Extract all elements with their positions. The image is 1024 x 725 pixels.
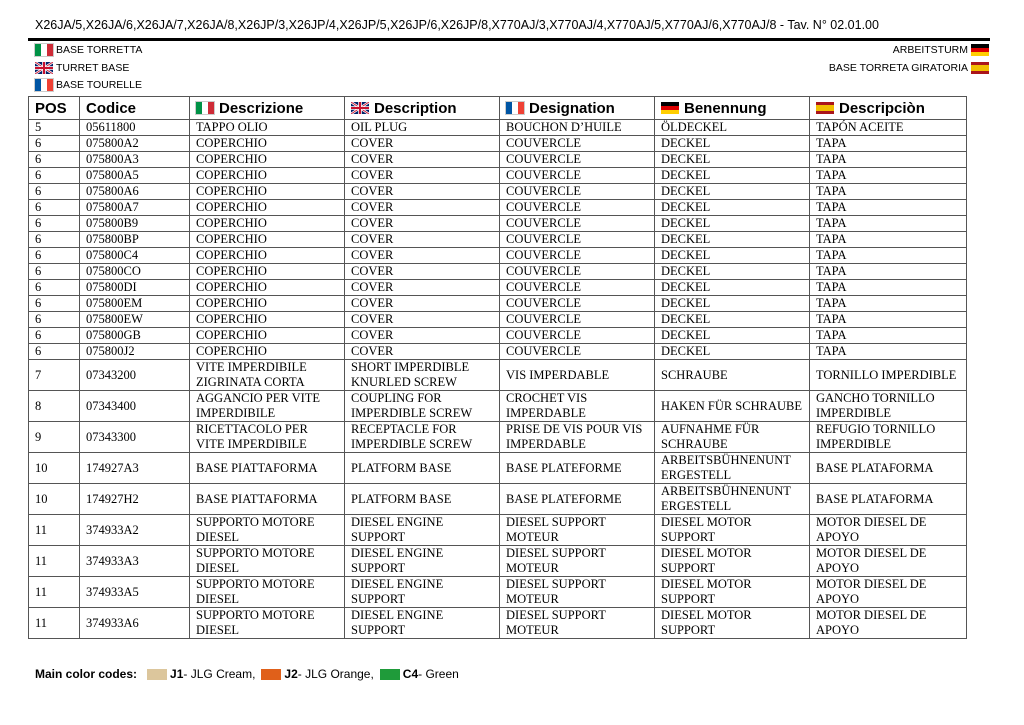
legend-item-j1	[147, 667, 255, 681]
cell-en: COVER	[345, 232, 500, 248]
section-name-fr	[35, 79, 142, 91]
cell-es: TAPA	[810, 184, 967, 200]
cell-it: COPERCHIO	[190, 344, 345, 360]
cell-es: TAPA	[810, 200, 967, 216]
color-swatch	[147, 669, 167, 680]
header-it-label: Descrizione	[219, 99, 304, 117]
cell-en: RECEPTACLE FOR IMPERDIBLE SCREW	[345, 422, 500, 453]
cell-en: DIESEL ENGINE SUPPORT	[345, 608, 500, 639]
cell-it: COPERCHIO	[190, 312, 345, 328]
cell-de: DECKEL	[655, 216, 810, 232]
cell-fr: COUVERCLE	[500, 296, 655, 312]
cell-es: BASE PLATAFORMA	[810, 484, 967, 515]
title-divider	[28, 38, 990, 41]
germany-flag-icon	[971, 44, 989, 56]
cell-it: BASE PIATTAFORMA	[190, 453, 345, 484]
cell-en: COVER	[345, 280, 500, 296]
cell-pos: 6	[29, 264, 80, 280]
cell-fr: COUVERCLE	[500, 312, 655, 328]
cell-code: 075800A2	[80, 136, 190, 152]
cell-en: COVER	[345, 184, 500, 200]
section-name-it-text: BASE TORRETTA	[56, 44, 143, 56]
cell-code: 075800BP	[80, 232, 190, 248]
cell-it: COPERCHIO	[190, 200, 345, 216]
table-row	[29, 152, 967, 168]
table-row	[29, 168, 967, 184]
cell-it: COPERCHIO	[190, 280, 345, 296]
cell-it: BASE PIATTAFORMA	[190, 484, 345, 515]
cell-de: DIESEL MOTOR SUPPORT	[655, 546, 810, 577]
cell-code: 07343200	[80, 360, 190, 391]
cell-it: COPERCHIO	[190, 328, 345, 344]
cell-es: TAPA	[810, 312, 967, 328]
cell-es: TAPA	[810, 136, 967, 152]
cell-it: SUPPORTO MOTORE DIESEL	[190, 577, 345, 608]
legend-code: J1	[170, 667, 184, 681]
legend-name: - JLG Cream,	[183, 667, 256, 681]
uk-flag-icon	[351, 102, 369, 114]
cell-code: 075800EW	[80, 312, 190, 328]
table-row	[29, 312, 967, 328]
header-en	[345, 97, 500, 120]
cell-it: SUPPORTO MOTORE DIESEL	[190, 608, 345, 639]
cell-fr: COUVERCLE	[500, 328, 655, 344]
cell-it: COPERCHIO	[190, 152, 345, 168]
header-it	[190, 97, 345, 120]
cell-code: 075800A3	[80, 152, 190, 168]
color-swatch	[380, 669, 400, 680]
cell-en: COVER	[345, 216, 500, 232]
cell-code: 374933A5	[80, 577, 190, 608]
cell-code: 174927H2	[80, 484, 190, 515]
cell-code: 07343300	[80, 422, 190, 453]
header-fr-label: Designation	[529, 99, 615, 117]
table-row	[29, 484, 967, 515]
color-swatch	[261, 669, 281, 680]
cell-it: AGGANCIO PER VITE IMPERDIBILE	[190, 391, 345, 422]
cell-fr: COUVERCLE	[500, 248, 655, 264]
cell-de: ARBEITSBÜHNENUNT ERGESTELL	[655, 484, 810, 515]
cell-es: MOTOR DIESEL DE APOYO	[810, 515, 967, 546]
italy-flag-icon	[35, 44, 53, 56]
cell-pos: 11	[29, 515, 80, 546]
section-name-en	[35, 62, 129, 74]
table-row	[29, 515, 967, 546]
section-name-it	[35, 44, 142, 56]
cell-fr: DIESEL SUPPORT MOTEUR	[500, 577, 655, 608]
cell-it: COPERCHIO	[190, 296, 345, 312]
cell-es: TAPA	[810, 264, 967, 280]
cell-de: HAKEN FÜR SCHRAUBE	[655, 391, 810, 422]
table-row	[29, 608, 967, 639]
cell-en: COVER	[345, 248, 500, 264]
cell-fr: BOUCHON D’HUILE	[500, 120, 655, 136]
cell-pos: 10	[29, 453, 80, 484]
cell-code: 075800CO	[80, 264, 190, 280]
section-name-es	[829, 62, 989, 74]
cell-en: DIESEL ENGINE SUPPORT	[345, 577, 500, 608]
cell-pos: 6	[29, 296, 80, 312]
cell-fr: BASE PLATEFORME	[500, 453, 655, 484]
cell-es: MOTOR DIESEL DE APOYO	[810, 577, 967, 608]
cell-fr: COUVERCLE	[500, 152, 655, 168]
cell-en: PLATFORM BASE	[345, 484, 500, 515]
cell-fr: COUVERCLE	[500, 216, 655, 232]
cell-fr: VIS IMPERDABLE	[500, 360, 655, 391]
spain-flag-icon	[816, 102, 834, 114]
cell-code: 075800GB	[80, 328, 190, 344]
cell-en: SHORT IMPERDIBLE KNURLED SCREW	[345, 360, 500, 391]
cell-en: DIESEL ENGINE SUPPORT	[345, 546, 500, 577]
cell-pos: 11	[29, 577, 80, 608]
section-name-fr-text: BASE TOURELLE	[56, 79, 142, 91]
cell-pos: 6	[29, 152, 80, 168]
cell-de: DECKEL	[655, 232, 810, 248]
cell-code: 374933A2	[80, 515, 190, 546]
cell-en: DIESEL ENGINE SUPPORT	[345, 515, 500, 546]
legend-code: J2	[284, 667, 298, 681]
cell-it: COPERCHIO	[190, 184, 345, 200]
header-de-label: Benennung	[684, 99, 767, 117]
cell-it: COPERCHIO	[190, 248, 345, 264]
cell-es: MOTOR DIESEL DE APOYO	[810, 546, 967, 577]
cell-it: RICETTACOLO PER VITE IMPERDIBILE	[190, 422, 345, 453]
section-name-es-text: BASE TORRETA GIRATORIA	[828, 62, 968, 74]
cell-de: DIESEL MOTOR SUPPORT	[655, 608, 810, 639]
legend-name: - JLG Orange,	[297, 667, 374, 681]
cell-en: OIL PLUG	[345, 120, 500, 136]
table-row	[29, 422, 967, 453]
cell-en: COVER	[345, 312, 500, 328]
cell-code: 075800EM	[80, 296, 190, 312]
cell-pos: 6	[29, 248, 80, 264]
cell-code: 075800A5	[80, 168, 190, 184]
cell-pos: 6	[29, 312, 80, 328]
cell-pos: 7	[29, 360, 80, 391]
table-row	[29, 248, 967, 264]
cell-fr: COUVERCLE	[500, 136, 655, 152]
cell-pos: 6	[29, 344, 80, 360]
legend-name: - Green	[418, 667, 459, 681]
cell-es: TAPA	[810, 232, 967, 248]
cell-en: COVER	[345, 328, 500, 344]
cell-es: TAPÓN ACEITE	[810, 120, 967, 136]
header-es	[810, 97, 967, 120]
cell-en: COVER	[345, 168, 500, 184]
cell-pos: 9	[29, 422, 80, 453]
legend-code: C4	[402, 667, 419, 681]
legend-item-c4	[380, 667, 459, 681]
cell-de: ARBEITSBÜHNENUNT ERGESTELL	[655, 453, 810, 484]
cell-de: DECKEL	[655, 184, 810, 200]
header-en-label: Description	[374, 99, 457, 117]
header-pos: POS	[29, 97, 80, 120]
cell-es: TORNILLO IMPERDIBLE	[810, 360, 967, 391]
table-row	[29, 120, 967, 136]
table-row	[29, 136, 967, 152]
cell-it: COPERCHIO	[190, 232, 345, 248]
cell-en: COVER	[345, 136, 500, 152]
italy-flag-icon	[196, 102, 214, 114]
cell-code: 07343400	[80, 391, 190, 422]
cell-en: COUPLING FOR IMPERDIBLE SCREW	[345, 391, 500, 422]
table-row	[29, 232, 967, 248]
table-row	[29, 453, 967, 484]
table-row	[29, 216, 967, 232]
header-es-label: Descripciòn	[839, 99, 925, 117]
header-code: Codice	[80, 97, 190, 120]
table-row	[29, 184, 967, 200]
parts-table	[28, 96, 967, 639]
cell-de: DECKEL	[655, 248, 810, 264]
table-row	[29, 200, 967, 216]
cell-de: DECKEL	[655, 264, 810, 280]
cell-code: 075800DI	[80, 280, 190, 296]
cell-es: TAPA	[810, 280, 967, 296]
cell-es: REFUGIO TORNILLO IMPERDIBLE	[810, 422, 967, 453]
cell-fr: CROCHET VIS IMPERDABLE	[500, 391, 655, 422]
cell-es: MOTOR DIESEL DE APOYO	[810, 608, 967, 639]
cell-code: 075800B9	[80, 216, 190, 232]
cell-code: 075800J2	[80, 344, 190, 360]
cell-de: DECKEL	[655, 200, 810, 216]
document-title: X26JA/5,X26JA/6,X26JA/7,X26JA/8,X26JP/3,X26JP/4,X26JP/5,X26JP/6,X26JP/8,X770AJ/3,X770AJ/4,X770AJ/5,X770AJ/6,X770AJ/8 - Tav. N° 02.01.00	[35, 18, 879, 32]
cell-fr: COUVERCLE	[500, 280, 655, 296]
cell-en: COVER	[345, 296, 500, 312]
cell-es: TAPA	[810, 344, 967, 360]
cell-pos: 11	[29, 546, 80, 577]
uk-flag-icon	[35, 62, 53, 74]
cell-pos: 5	[29, 120, 80, 136]
cell-pos: 6	[29, 328, 80, 344]
cell-fr: COUVERCLE	[500, 264, 655, 280]
cell-it: VITE IMPERDIBILE ZIGRINATA CORTA	[190, 360, 345, 391]
legend-item-j2	[261, 667, 373, 681]
cell-pos: 6	[29, 232, 80, 248]
cell-es: TAPA	[810, 328, 967, 344]
cell-pos: 6	[29, 168, 80, 184]
cell-es: BASE PLATAFORMA	[810, 453, 967, 484]
table-row	[29, 264, 967, 280]
table-row	[29, 360, 967, 391]
cell-de: AUFNAHME FÜR SCHRAUBE	[655, 422, 810, 453]
cell-es: TAPA	[810, 152, 967, 168]
cell-de: DIESEL MOTOR SUPPORT	[655, 577, 810, 608]
cell-en: COVER	[345, 264, 500, 280]
table-row	[29, 344, 967, 360]
cell-es: TAPA	[810, 168, 967, 184]
cell-en: PLATFORM BASE	[345, 453, 500, 484]
cell-en: COVER	[345, 152, 500, 168]
cell-pos: 6	[29, 136, 80, 152]
cell-it: COPERCHIO	[190, 216, 345, 232]
cell-en: COVER	[345, 200, 500, 216]
cell-de: SCHRAUBE	[655, 360, 810, 391]
cell-fr: DIESEL SUPPORT MOTEUR	[500, 608, 655, 639]
cell-pos: 6	[29, 280, 80, 296]
cell-de: DECKEL	[655, 312, 810, 328]
cell-de: DECKEL	[655, 344, 810, 360]
cell-pos: 8	[29, 391, 80, 422]
header-fr	[500, 97, 655, 120]
cell-es: TAPA	[810, 296, 967, 312]
cell-es: TAPA	[810, 216, 967, 232]
spain-flag-icon	[971, 62, 989, 74]
cell-de: DECKEL	[655, 296, 810, 312]
table-row	[29, 280, 967, 296]
germany-flag-icon	[661, 102, 679, 114]
cell-pos: 6	[29, 184, 80, 200]
table-row	[29, 391, 967, 422]
table-body	[29, 120, 967, 639]
cell-it: TAPPO OLIO	[190, 120, 345, 136]
cell-code: 05611800	[80, 120, 190, 136]
cell-it: SUPPORTO MOTORE DIESEL	[190, 546, 345, 577]
section-name-de	[893, 44, 989, 56]
table-header-row	[29, 97, 967, 120]
color-legend	[35, 667, 465, 681]
cell-code: 374933A6	[80, 608, 190, 639]
cell-fr: COUVERCLE	[500, 232, 655, 248]
cell-fr: COUVERCLE	[500, 184, 655, 200]
cell-fr: DIESEL SUPPORT MOTEUR	[500, 515, 655, 546]
section-name-en-text: TURRET BASE	[56, 62, 130, 74]
cell-it: COPERCHIO	[190, 136, 345, 152]
cell-it: SUPPORTO MOTORE DIESEL	[190, 515, 345, 546]
cell-pos: 6	[29, 216, 80, 232]
legend-label: Main color codes:	[35, 667, 138, 681]
cell-fr: BASE PLATEFORME	[500, 484, 655, 515]
cell-fr: COUVERCLE	[500, 344, 655, 360]
cell-it: COPERCHIO	[190, 264, 345, 280]
cell-de: DECKEL	[655, 136, 810, 152]
cell-en: COVER	[345, 344, 500, 360]
section-name-de-text: ARBEITSTURM	[892, 44, 968, 56]
cell-de: DECKEL	[655, 280, 810, 296]
cell-code: 174927A3	[80, 453, 190, 484]
france-flag-icon	[35, 79, 53, 91]
cell-fr: COUVERCLE	[500, 200, 655, 216]
cell-es: GANCHO TORNILLO IMPERDIBLE	[810, 391, 967, 422]
cell-de: DECKEL	[655, 168, 810, 184]
france-flag-icon	[506, 102, 524, 114]
cell-de: DIESEL MOTOR SUPPORT	[655, 515, 810, 546]
cell-fr: COUVERCLE	[500, 168, 655, 184]
table-row	[29, 577, 967, 608]
cell-fr: PRISE DE VIS POUR VIS IMPERDABLE	[500, 422, 655, 453]
cell-de: DECKEL	[655, 152, 810, 168]
cell-pos: 10	[29, 484, 80, 515]
cell-fr: DIESEL SUPPORT MOTEUR	[500, 546, 655, 577]
table-row	[29, 546, 967, 577]
table-row	[29, 296, 967, 312]
cell-it: COPERCHIO	[190, 168, 345, 184]
cell-es: TAPA	[810, 248, 967, 264]
cell-code: 374933A3	[80, 546, 190, 577]
cell-code: 075800C4	[80, 248, 190, 264]
cell-pos: 11	[29, 608, 80, 639]
cell-code: 075800A7	[80, 200, 190, 216]
cell-code: 075800A6	[80, 184, 190, 200]
header-de	[655, 97, 810, 120]
cell-pos: 6	[29, 200, 80, 216]
cell-de: ÖLDECKEL	[655, 120, 810, 136]
cell-de: DECKEL	[655, 328, 810, 344]
table-row	[29, 328, 967, 344]
